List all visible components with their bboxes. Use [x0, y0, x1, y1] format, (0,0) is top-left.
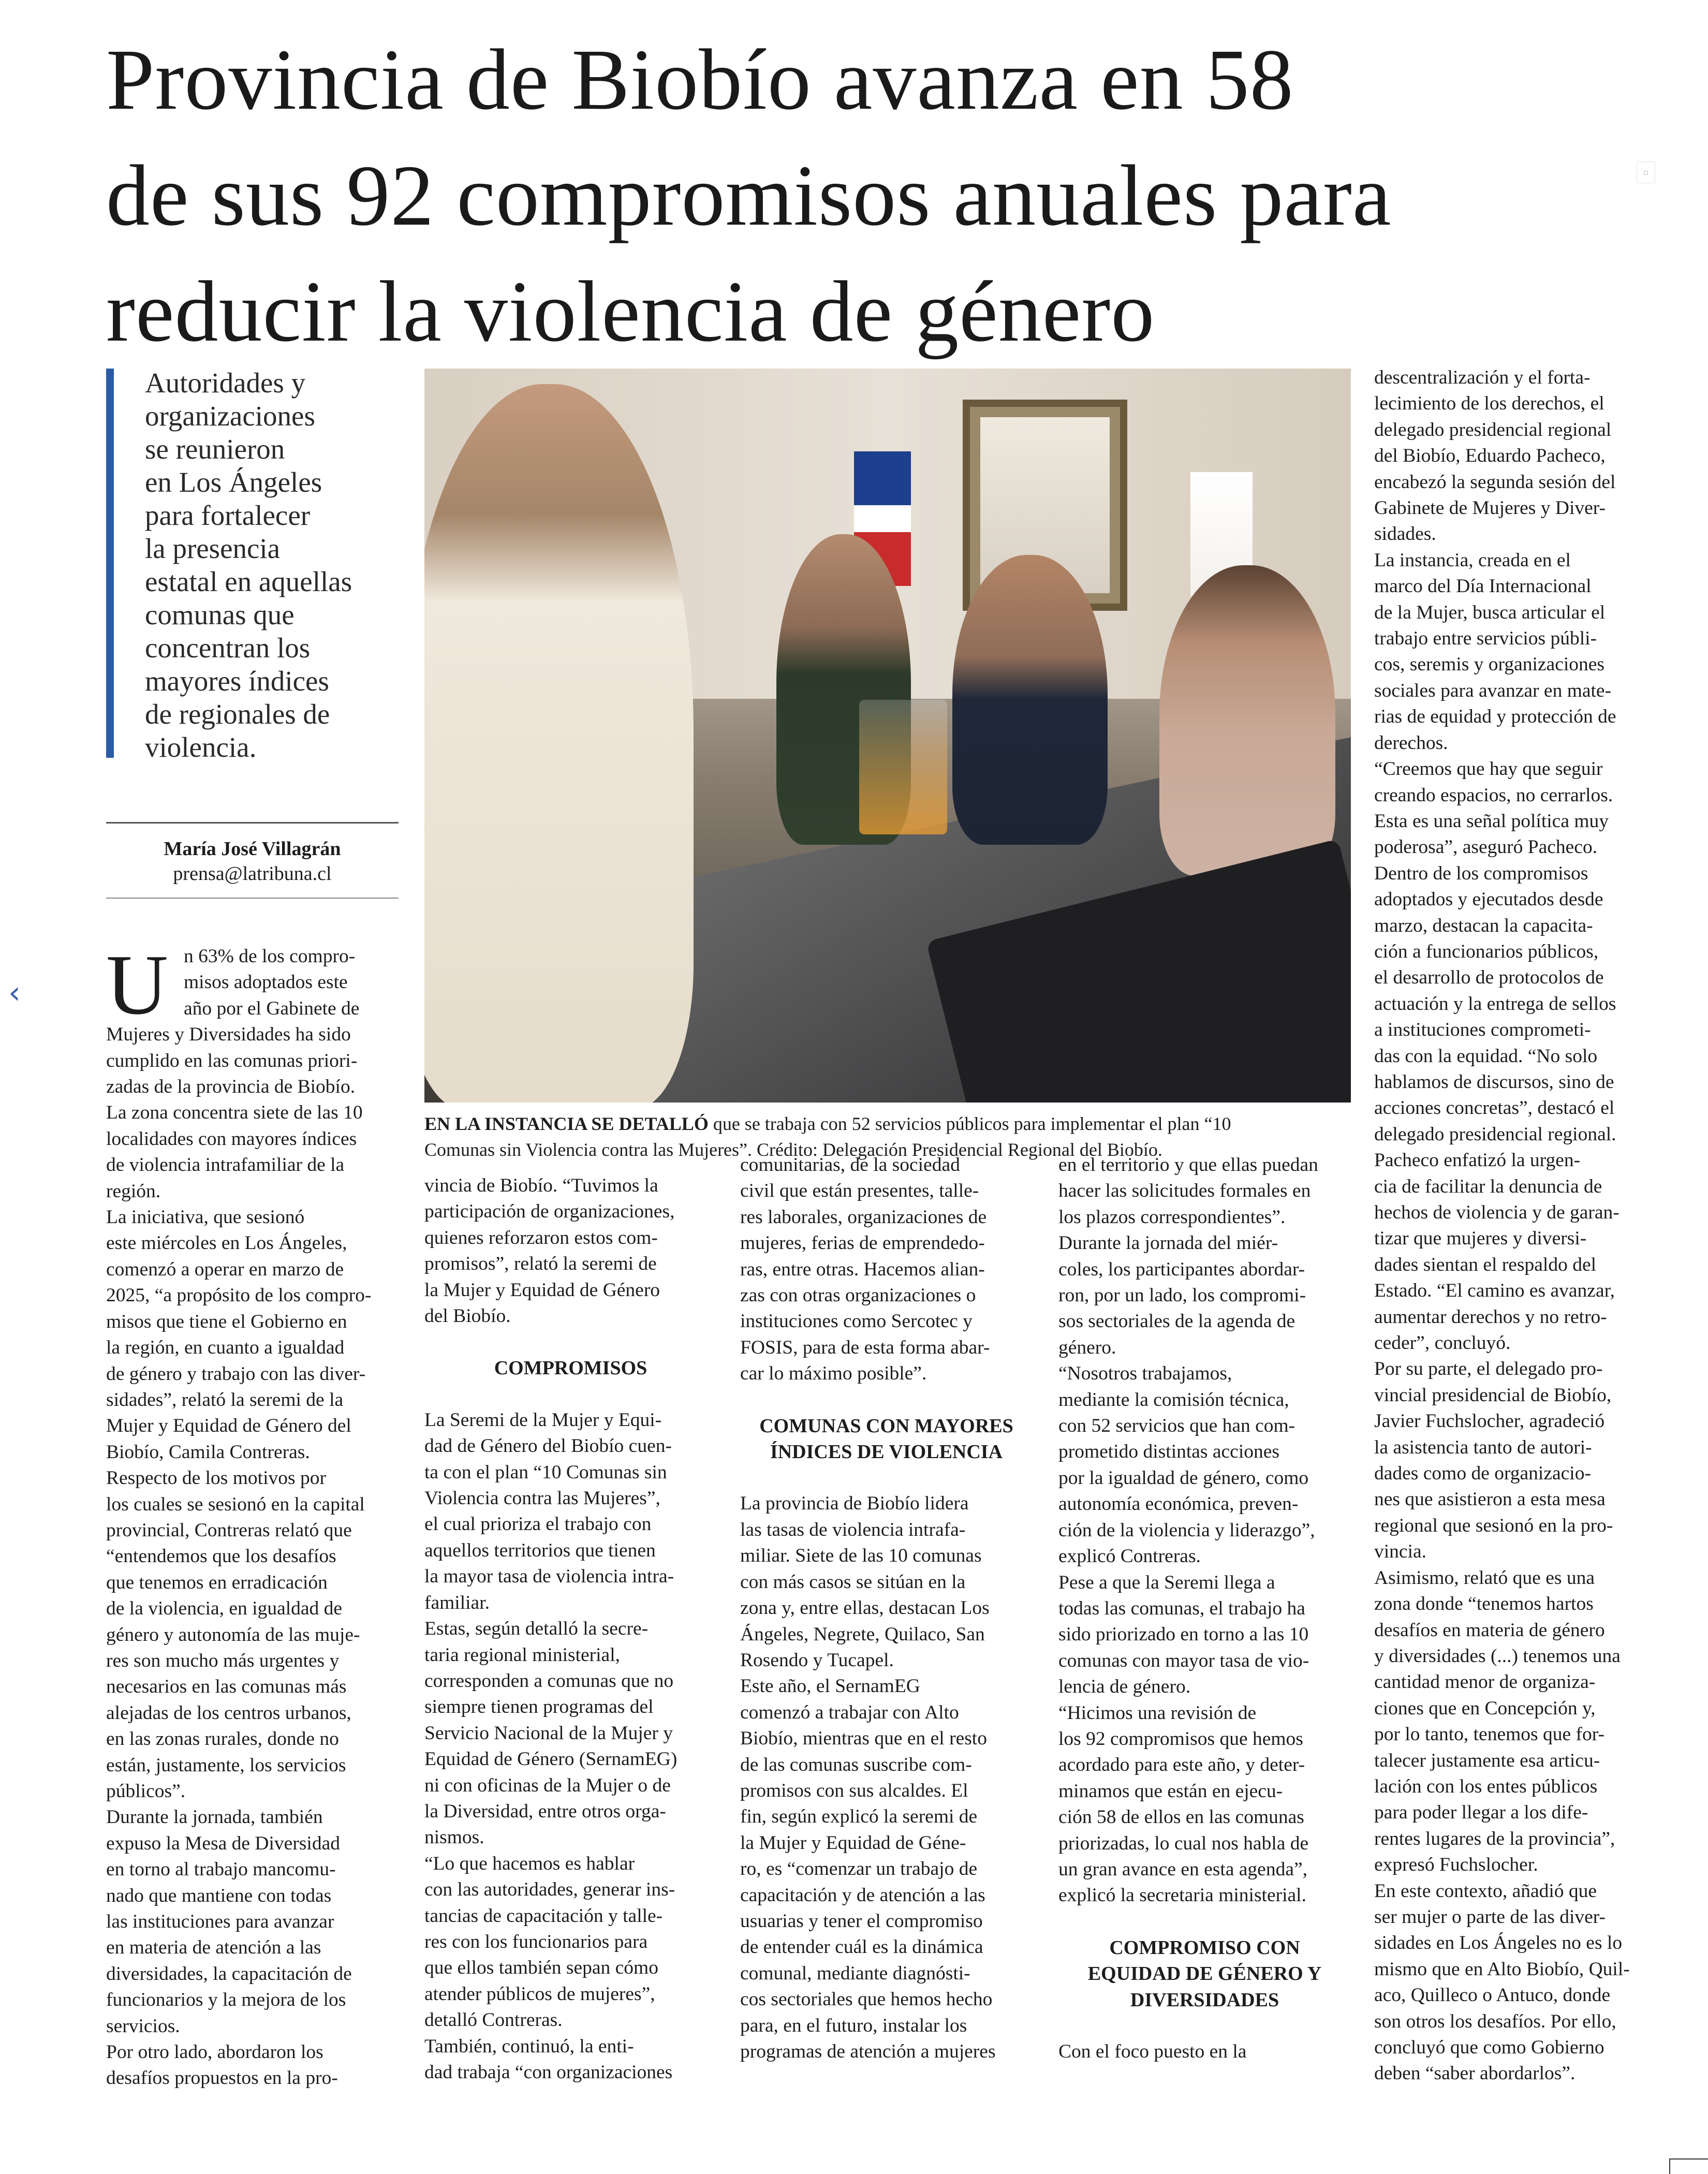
- text-line: aumentar derechos y no retro-: [1374, 1306, 1607, 1328]
- text-line: sidades.: [1374, 523, 1436, 545]
- text-line: regional que sesionó en la pro-: [1374, 1515, 1613, 1536]
- text-line: mujeres, ferias de emprendedo-: [740, 1232, 985, 1254]
- text-line: coles, los participantes abordar-: [1058, 1258, 1305, 1280]
- text-line: las instituciones para avanzar: [106, 1911, 334, 1933]
- text-line: Rosendo y Tucapel.: [740, 1649, 894, 1671]
- text-line: ción a funcionarios públicos,: [1374, 941, 1599, 962]
- text-line: la Mujer y Equidad de Género: [424, 1279, 660, 1301]
- text-line: lecimiento de los derechos, el: [1374, 393, 1604, 415]
- text-line: La provincia de Biobío lidera: [740, 1493, 969, 1515]
- text-line: para poder llegar a los dife-: [1374, 1802, 1588, 1824]
- text-line: actuación y la entrega de sellos: [1374, 993, 1616, 1015]
- glasses: [859, 700, 947, 834]
- text-line: ser mujer o parte de las diver-: [1374, 1906, 1606, 1928]
- text-line: hechos de violencia y de garan-: [1374, 1202, 1619, 1223]
- text-line: La zona concentra siete de las 10: [106, 1102, 363, 1124]
- text-line: los plazos correspondientes”.: [1058, 1206, 1286, 1228]
- text-line: sociales para avanzar en mate-: [1374, 680, 1612, 701]
- text-line: promisos”, relató la seremi de: [424, 1253, 657, 1275]
- text-line: fin, según explicó la seremi de: [740, 1806, 978, 1828]
- byline-divider: [106, 898, 399, 899]
- text-line: comenzó a operar en marzo de: [106, 1258, 344, 1280]
- text-line: sido priorizado en torno a las 10: [1058, 1624, 1309, 1646]
- text-line: FOSIS, para de esta forma abar-: [740, 1336, 990, 1358]
- text-line: para, en el futuro, instalar los: [740, 2015, 967, 2036]
- text-line: usuarias y tener el compromiso: [740, 1910, 983, 1932]
- text-line: género.: [1058, 1336, 1116, 1358]
- text-line: a instituciones comprometi-: [1374, 1019, 1591, 1041]
- text-line: La iniciativa, que sesionó: [106, 1207, 305, 1228]
- text-line: sos sectoriales de la agenda de: [1058, 1311, 1295, 1332]
- text-line: año por el Gabinete de: [184, 997, 360, 1019]
- text-line: Violencia contra las Mujeres”,: [424, 1488, 660, 1509]
- text-line: autonomía económica, preven-: [1058, 1493, 1299, 1515]
- text-line: género y autonomía de las muje-: [106, 1624, 360, 1646]
- text-line: vincial presidencial de Biobío,: [1374, 1384, 1612, 1406]
- text-line: de violencia intrafamiliar de la: [106, 1154, 345, 1176]
- text-line: acciones concretas”, destacó el: [1374, 1097, 1615, 1119]
- text-line: de género y trabajo con las diver-: [106, 1363, 366, 1385]
- text-line: explicó Contreras.: [1058, 1546, 1201, 1567]
- text-line: derechos.: [1374, 732, 1448, 754]
- section-heading: COMPROMISOS: [494, 1357, 647, 1379]
- lead-accent-bar: [106, 369, 114, 758]
- text-line: tizar que mujeres y diversi-: [1374, 1228, 1587, 1250]
- text-line: en las zonas rurales, donde no: [106, 1728, 339, 1750]
- text-line: nado que mantiene con todas: [106, 1885, 332, 1906]
- text-line: “entendemos que los desafíos: [106, 1546, 336, 1567]
- page-marker-icon: ▫: [1637, 161, 1655, 183]
- text-line: localidades con mayores índices: [106, 1128, 357, 1150]
- text-line: ni con oficinas de la Mujer o de: [424, 1774, 671, 1796]
- text-line: res laborales, organizaciones de: [740, 1206, 987, 1228]
- text-line: las tasas de violencia intrafa-: [740, 1519, 966, 1540]
- text-line: los cuales se sesionó en la capital: [106, 1493, 365, 1515]
- text-line: que tenemos en erradicación: [106, 1571, 328, 1593]
- text-line: marco del Día Internacional: [1374, 576, 1592, 597]
- text-line: corresponden a comunas que no: [424, 1670, 674, 1692]
- text-line: ro, es “comenzar un trabajo de: [740, 1858, 978, 1880]
- text-line: trabajo entre servicios públi-: [1374, 628, 1597, 650]
- text-line: la Diversidad, entre otros orga-: [424, 1800, 666, 1822]
- text-line: del Biobío, Eduardo Pacheco,: [1374, 445, 1606, 467]
- text-line: miliar. Siete de las 10 comunas: [740, 1545, 982, 1567]
- text-line: ras, entre otras. Hacemos alian-: [740, 1258, 985, 1280]
- text-line: das con la equidad. “No solo: [1374, 1045, 1598, 1067]
- text-line: civil que están presentes, talle-: [740, 1180, 979, 1202]
- text-line: cos sectoriales que hemos hecho: [740, 1989, 993, 2010]
- text-line: cumplido en las comunas priori-: [106, 1050, 358, 1071]
- text-line: necesarios en las comunas más: [106, 1676, 347, 1698]
- text-line: la Mujer y Equidad de Géne-: [740, 1832, 966, 1854]
- text-line: por la igualdad de género, como: [1058, 1467, 1309, 1489]
- text-line: acordado para este año, y deter-: [1058, 1754, 1305, 1776]
- photo-caption: EN LA INSTANCIA SE DETALLÓ que se trabaja con 52 servicios públicos para implementar el plan “10 Comunas sin Violencia contra las Mujeres”. Crédito: Delegación Presidencial Regional del Biobío.: [424, 1113, 1231, 1160]
- text-line: de la violencia, en igualdad de: [106, 1598, 343, 1620]
- text-line: lencia de género.: [1058, 1676, 1191, 1698]
- text-line: poderosa”, aseguró Pacheco.: [1374, 836, 1598, 858]
- article-column-3: [740, 1152, 1033, 2065]
- text-line: cia de facilitar la denuncia de: [1374, 1176, 1602, 1197]
- section-heading: ÍNDICES DE VIOLENCIA: [770, 1441, 1003, 1463]
- text-line: ceder”, concluyó.: [1374, 1332, 1511, 1354]
- text-line: rentes lugares de la provincia”,: [1374, 1828, 1615, 1849]
- text-line: También, continuó, la enti-: [424, 2035, 634, 2057]
- text-line: dad trabaja “con organizaciones: [424, 2062, 673, 2083]
- text-line: ción 58 de ellos en las comunas: [1058, 1806, 1304, 1828]
- text-line: Durante la jornada del miér-: [1058, 1232, 1278, 1254]
- headline-line: reducir la violencia de género: [106, 263, 1155, 360]
- text-line: del Biobío.: [424, 1305, 511, 1327]
- text-line: vincia de Biobío. “Tuvimos la: [424, 1175, 658, 1196]
- text-line: prometido distintas acciones: [1058, 1441, 1279, 1463]
- article-column-4: [1058, 1152, 1351, 2065]
- text-line: Por su parte, el delegado pro-: [1374, 1358, 1603, 1380]
- section-heading: COMUNAS CON MAYORES: [759, 1415, 1013, 1437]
- text-line: mismo que en Alto Biobío, Quil-: [1374, 1958, 1630, 1980]
- text-line: cos, seremis y organizaciones: [1374, 654, 1605, 675]
- text-line: Equidad de Género (SernamEG): [424, 1749, 678, 1770]
- section-heading: EQUIDAD DE GÉNERO Y: [1087, 1963, 1322, 1985]
- text-line: hablamos de discursos, sino de: [1374, 1071, 1614, 1093]
- text-line: comunas con mayor tasa de vio-: [1058, 1650, 1309, 1671]
- text-line: el desarrollo de protocolos de: [1374, 967, 1604, 989]
- text-line: participación de organizaciones,: [424, 1201, 675, 1223]
- text-line: comunitarias, de la sociedad: [740, 1154, 960, 1176]
- text-line: comenzó a trabajar con Alto: [740, 1701, 959, 1723]
- text-line: “Creemos que hay que seguir: [1374, 758, 1603, 780]
- drop-cap: U: [106, 937, 168, 1032]
- text-line: Respecto de los motivos por: [106, 1467, 326, 1489]
- text-line: zona y, entre ellas, destacan Los: [740, 1597, 990, 1619]
- text-line: comunal, mediante diagnósti-: [740, 1962, 970, 1984]
- text-line: con más casos se sitúan en la: [740, 1571, 966, 1593]
- text-line: n 63% de los compro-: [184, 946, 356, 967]
- text-line: provincial, Contreras relató que: [106, 1519, 352, 1541]
- text-line: por lo tanto, tenemos que for-: [1374, 1724, 1604, 1745]
- text-line: diversidades, la capacitación de: [106, 1963, 352, 1985]
- text-line: la asistencia tanto de autori-: [1374, 1436, 1592, 1458]
- text-line: programas de atención a mujeres: [740, 2041, 996, 2062]
- text-line: zas con otras organizaciones o: [740, 1285, 976, 1306]
- text-line: ciones que en Concepción y,: [1374, 1697, 1596, 1719]
- text-line: en torno al trabajo mancomu-: [106, 1859, 336, 1881]
- text-line: dad de Género del Biobío cuen-: [424, 1435, 672, 1457]
- byline-author: María José Villagrán: [164, 838, 341, 860]
- headline-line: de sus 92 compromisos anuales para: [106, 148, 1392, 244]
- text-line: la mayor tasa de violencia intra-: [424, 1566, 674, 1588]
- text-line: Durante la jornada, también: [106, 1806, 323, 1828]
- text-line: delegado presidencial regional.: [1374, 1123, 1616, 1145]
- text-line: están, justamente, los servicios: [106, 1754, 346, 1776]
- text-line: son otros los desafíos. Por ello,: [1374, 2010, 1616, 2032]
- text-line: expuso la Mesa de Diversidad: [106, 1832, 340, 1854]
- text-line: car lo máximo posible”.: [740, 1363, 927, 1385]
- text-line: adoptados y ejecutados desde: [1374, 889, 1603, 910]
- text-line: el cual prioriza el trabajo con: [424, 1514, 652, 1535]
- text-line: creando espacios, no cerrarlos.: [1374, 784, 1613, 806]
- text-line: Pacheco enfatizó la urgen-: [1374, 1150, 1581, 1171]
- text-line: ron, por un lado, los compromi-: [1058, 1285, 1306, 1306]
- text-line: promisos con sus alcaldes. El: [740, 1780, 968, 1801]
- text-line: deben “saber abordarlos”.: [1374, 2063, 1576, 2084]
- text-line: servicios.: [106, 2015, 180, 2037]
- text-line: taria regional ministerial,: [424, 1644, 620, 1666]
- text-line: aco, Quilleco o Antuco, donde: [1374, 1985, 1611, 2006]
- text-line: ción de la violencia y liderazgo”,: [1058, 1519, 1315, 1541]
- text-line: Por otro lado, abordaron los: [106, 2041, 323, 2063]
- text-line: quienes reforzaron estos com-: [424, 1227, 658, 1248]
- text-line: La instancia, creada en el: [1374, 549, 1571, 571]
- text-line: familiar.: [424, 1592, 490, 1613]
- text-line: Biobío, Camila Contreras.: [106, 1441, 310, 1463]
- text-line: En este contexto, añadió que: [1374, 1880, 1597, 1902]
- text-line: explicó la secretaria ministerial.: [1058, 1885, 1306, 1906]
- text-line: y diversidades (...) tenemos una: [1374, 1645, 1621, 1667]
- article-photo: [424, 369, 1351, 1103]
- text-line: nismos.: [424, 1827, 484, 1848]
- text-line: La Seremi de la Mujer y Equi-: [424, 1409, 662, 1431]
- headline-line: Provincia de Biobío avanza en 58: [106, 32, 1294, 128]
- text-line: desafíos en materia de género: [1374, 1619, 1605, 1641]
- text-line: este miércoles en Los Ángeles,: [106, 1232, 347, 1254]
- text-line: dades sientan el respaldo del: [1374, 1254, 1597, 1275]
- text-line: talecer justamente esa articu-: [1374, 1750, 1600, 1771]
- text-line: en el territorio y que ellas puedan: [1058, 1154, 1318, 1176]
- text-line: Gabinete de Mujeres y Diver-: [1374, 497, 1606, 519]
- text-line: res son mucho más urgentes y: [106, 1650, 340, 1671]
- text-line: de entender cuál es la dinámica: [740, 1936, 983, 1958]
- text-line: dades como de organizacio-: [1374, 1463, 1591, 1485]
- text-line: concluyó que como Gobierno: [1374, 2037, 1604, 2058]
- text-line: que ellos también sepan cómo: [424, 1957, 658, 1979]
- article-column-2: [424, 1173, 717, 2085]
- text-line: con 52 servicios que han com-: [1058, 1415, 1295, 1437]
- text-line: Pese a que la Seremi llega a: [1058, 1571, 1275, 1593]
- text-line: Esta es una señal política muy: [1374, 810, 1609, 832]
- text-line: públicos”.: [106, 1781, 186, 1802]
- text-line: Estas, según detalló la secre-: [424, 1618, 649, 1640]
- text-line: res con los funcionarios para: [424, 1931, 648, 1952]
- text-line: de las comunas suscribe com-: [740, 1754, 972, 1775]
- text-line: zona donde “tenemos hartos: [1374, 1593, 1594, 1615]
- byline-email[interactable]: prensa@latribuna.cl: [173, 863, 332, 885]
- text-line: misos que tiene el Gobierno en: [106, 1311, 347, 1332]
- text-line: en materia de atención a las: [106, 1937, 321, 1959]
- text-line: los 92 compromisos que hemos: [1058, 1728, 1303, 1750]
- text-line: sidades”, relató la seremi de la: [106, 1389, 344, 1411]
- text-line: un gran avance en esta agenda”,: [1058, 1858, 1307, 1880]
- text-line: marzo, destacan la capacita-: [1374, 915, 1593, 936]
- text-line: hacer las solicitudes formales en: [1058, 1180, 1311, 1202]
- article-column-5: [1374, 365, 1667, 2087]
- text-line: Dentro de los compromisos: [1374, 862, 1588, 884]
- text-line: siempre tienen programas del: [424, 1696, 654, 1718]
- corner-mark: [1669, 2158, 1708, 2174]
- person: [424, 384, 694, 1103]
- byline-divider: [106, 822, 399, 824]
- text-line: capacitación y de atención a las: [740, 1884, 985, 1906]
- person: [1159, 565, 1335, 876]
- text-line: zadas de la provincia de Biobío.: [106, 1076, 356, 1098]
- text-line: Servicio Nacional de la Mujer y: [424, 1722, 673, 1744]
- text-line: todas las comunas, el trabajo ha: [1058, 1597, 1305, 1619]
- text-line: ta con el plan “10 Comunas sin: [424, 1461, 667, 1483]
- text-line: alejadas de los centros urbanos,: [106, 1702, 351, 1724]
- text-line: Asimismo, relató que es una: [1374, 1567, 1595, 1589]
- text-line: tancias de capacitación y talle-: [424, 1905, 663, 1927]
- text-line: expresó Fuchslocher.: [1374, 1854, 1538, 1876]
- text-line: priorizadas, lo cual nos habla de: [1058, 1832, 1309, 1854]
- text-line: Biobío, mientras que en el resto: [740, 1728, 987, 1750]
- person: [952, 555, 1108, 845]
- text-line: Ángeles, Negrete, Quilaco, San: [740, 1623, 985, 1645]
- text-line: la región, en cuanto a igualdad: [106, 1337, 345, 1359]
- text-line: mediante la comisión técnica,: [1058, 1389, 1289, 1411]
- text-line: sidades en Los Ángeles no es lo: [1374, 1932, 1623, 1954]
- text-line: Mujeres y Diversidades ha sido: [106, 1024, 351, 1046]
- article-column-1: [106, 937, 399, 2092]
- text-line: funcionarios y la mejora de los: [106, 1989, 346, 2011]
- text-line: instituciones como Sercotec y: [740, 1311, 973, 1332]
- text-line: 2025, “a propósito de los compro-: [106, 1285, 372, 1306]
- text-line: de la Mujer, busca articular el: [1374, 601, 1606, 623]
- text-line: desafíos propuestos en la pro-: [106, 2067, 338, 2089]
- text-line: delegado presidencial regional: [1374, 419, 1612, 440]
- text-line: con las autoridades, generar ins-: [424, 1879, 675, 1901]
- text-line: misos adoptados este: [184, 972, 348, 993]
- text-line: detalló Contreras.: [424, 2009, 563, 2031]
- text-line: “Hicimos una revisión de: [1058, 1702, 1257, 1724]
- text-line: Javier Fuchslocher, agradeció: [1374, 1411, 1605, 1432]
- text-line: “Lo que hacemos es hablar: [424, 1853, 635, 1874]
- text-line: vincia.: [1374, 1541, 1427, 1563]
- text-line: región.: [106, 1180, 161, 1202]
- article-headline: [106, 22, 1633, 370]
- text-line: atender públicos de mujeres”,: [424, 1983, 655, 2005]
- section-heading: COMPROMISO CON: [1109, 1936, 1300, 1959]
- text-line: aquellos territorios que tienen: [424, 1539, 656, 1561]
- text-line: lación con los entes públicos: [1374, 1775, 1598, 1797]
- text-line: nes que asistieron a esta mesa: [1374, 1489, 1606, 1510]
- text-line: Estado. “El camino es avanzar,: [1374, 1280, 1615, 1302]
- text-line: minamos que están en ejecu-: [1058, 1780, 1283, 1802]
- text-line: Con el foco puesto en la: [1058, 2041, 1247, 2062]
- text-line: Este año, el SernamEG: [740, 1676, 920, 1697]
- article-lead: Autoridades y organizaciones se reunieron en Los Ángeles para fortalecer la presencia estatal en aquellas comunas que concentran los mayores índices de regionales de violencia.: [145, 367, 352, 763]
- text-line: cantidad menor de organiza-: [1374, 1671, 1596, 1693]
- text-line: encabezó la segunda sesión del: [1374, 471, 1616, 493]
- text-line: Mujer y Equidad de Género del: [106, 1415, 351, 1437]
- text-line: descentralización y el forta-: [1374, 367, 1591, 388]
- text-line: “Nosotros trabajamos,: [1058, 1363, 1232, 1385]
- section-heading: DIVERSIDADES: [1130, 1989, 1279, 2011]
- chevron-left-icon[interactable]: ‹: [8, 975, 21, 1011]
- text-line: rias de equidad y protección de: [1374, 706, 1616, 728]
